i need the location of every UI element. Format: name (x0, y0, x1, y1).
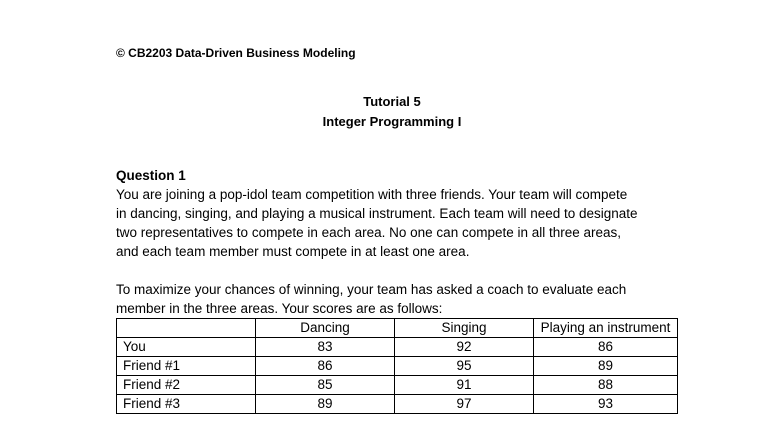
document-title (0, 92, 784, 132)
tutorial-topic: Integer Programming I (322, 114, 462, 129)
singing-score: 95 (395, 357, 534, 376)
table-row (117, 338, 678, 357)
paragraph-line: You are joining a pop-idol team competition with three friends. Your team will compete (116, 187, 628, 202)
table-row (117, 395, 678, 414)
dancing-score: 83 (256, 338, 395, 357)
paragraph-line: and each team member must compete in at least one area. (116, 244, 470, 259)
scores-table (116, 318, 678, 414)
table-header-instrument: Playing an instrument (534, 319, 678, 338)
table-row (117, 357, 678, 376)
table-header-singing: Singing (395, 319, 534, 338)
member-name: Friend #1 (117, 357, 256, 376)
question-heading: Question 1 (116, 168, 186, 183)
table-header-row (117, 319, 678, 338)
paragraph-line: in dancing, singing, and playing a musical instrument. Each team will need to designate (116, 206, 638, 221)
instrument-score: 89 (534, 357, 678, 376)
dancing-score: 85 (256, 376, 395, 395)
course-header: © CB2203 Data-Driven Business Modeling (116, 46, 356, 60)
instrument-score: 86 (534, 338, 678, 357)
tutorial-number: Tutorial 5 (363, 94, 421, 109)
question-paragraph-2 (116, 280, 696, 318)
member-name: Friend #3 (117, 395, 256, 414)
table-row (117, 376, 678, 395)
instrument-score: 93 (534, 395, 678, 414)
paragraph-line: two representatives to compete in each area. No one can compete in all three areas, (116, 225, 622, 240)
member-name: You (117, 338, 256, 357)
question-paragraph-1 (116, 185, 696, 261)
singing-score: 91 (395, 376, 534, 395)
singing-score: 97 (395, 395, 534, 414)
member-name: Friend #2 (117, 376, 256, 395)
table-header-dancing: Dancing (256, 319, 395, 338)
paragraph-line: member in the three areas. Your scores are as follows: (116, 301, 443, 316)
dancing-score: 86 (256, 357, 395, 376)
table-header-blank (117, 319, 256, 338)
singing-score: 92 (395, 338, 534, 357)
instrument-score: 88 (534, 376, 678, 395)
paragraph-line: To maximize your chances of winning, your team has asked a coach to evaluate each (116, 282, 627, 297)
dancing-score: 89 (256, 395, 395, 414)
